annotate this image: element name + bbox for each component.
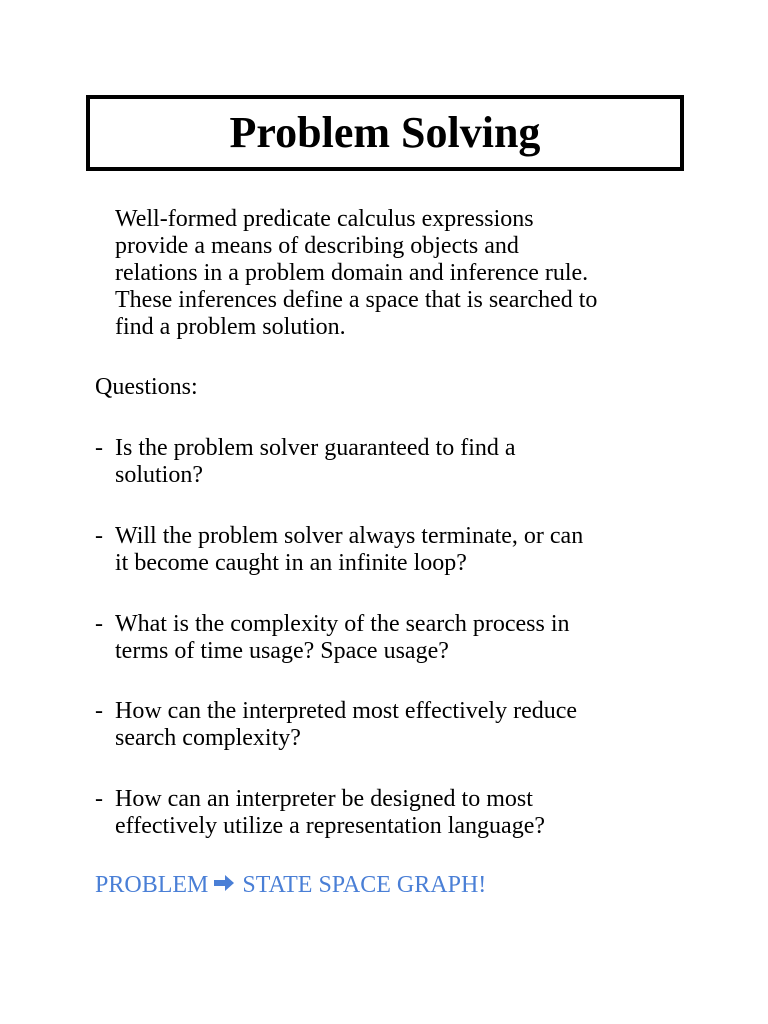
- page-title: Problem Solving: [229, 108, 541, 157]
- question-item: [95, 435, 516, 489]
- question-line: effectively utilize a representation language?: [115, 813, 546, 839]
- title-box: [86, 95, 684, 171]
- question-item: [95, 786, 545, 840]
- intro-line: find a problem solution.: [115, 314, 346, 340]
- bullet-dash: -: [95, 611, 103, 637]
- bullet-dash: -: [95, 786, 103, 812]
- intro-line: provide a means of describing objects and: [115, 233, 519, 259]
- footer-statement: [95, 872, 486, 900]
- question-line: What is the complexity of the search process in: [115, 611, 570, 637]
- intro-paragraph: [115, 206, 597, 341]
- bullet-dash: -: [95, 523, 103, 549]
- question-line: it become caught in an infinite loop?: [115, 550, 467, 576]
- bullet-dash: -: [95, 435, 103, 461]
- question-line: search complexity?: [115, 725, 301, 751]
- intro-line: Well-formed predicate calculus expressions: [115, 206, 534, 232]
- question-item: [95, 523, 583, 577]
- questions-label: Questions:: [95, 374, 198, 400]
- question-line: Is the problem solver guaranteed to find a: [115, 435, 516, 461]
- question-line: Will the problem solver always terminate, or can: [115, 523, 584, 549]
- question-line: solution?: [115, 462, 203, 488]
- bullet-dash: -: [95, 698, 103, 724]
- question-item: [95, 698, 577, 752]
- footer-right-text: STATE SPACE GRAPH!: [242, 872, 487, 898]
- intro-line: These inferences define a space that is searched to: [115, 287, 598, 313]
- question-line: How can the interpreted most effectively reduce: [115, 698, 578, 724]
- right-arrow-icon: [212, 873, 236, 900]
- footer-left-text: PROBLEM: [95, 872, 209, 898]
- question-item: [95, 611, 570, 665]
- question-line: terms of time usage? Space usage?: [115, 638, 449, 664]
- intro-line: relations in a problem domain and inference rule.: [115, 260, 589, 286]
- question-line: How can an interpreter be designed to most: [115, 786, 533, 812]
